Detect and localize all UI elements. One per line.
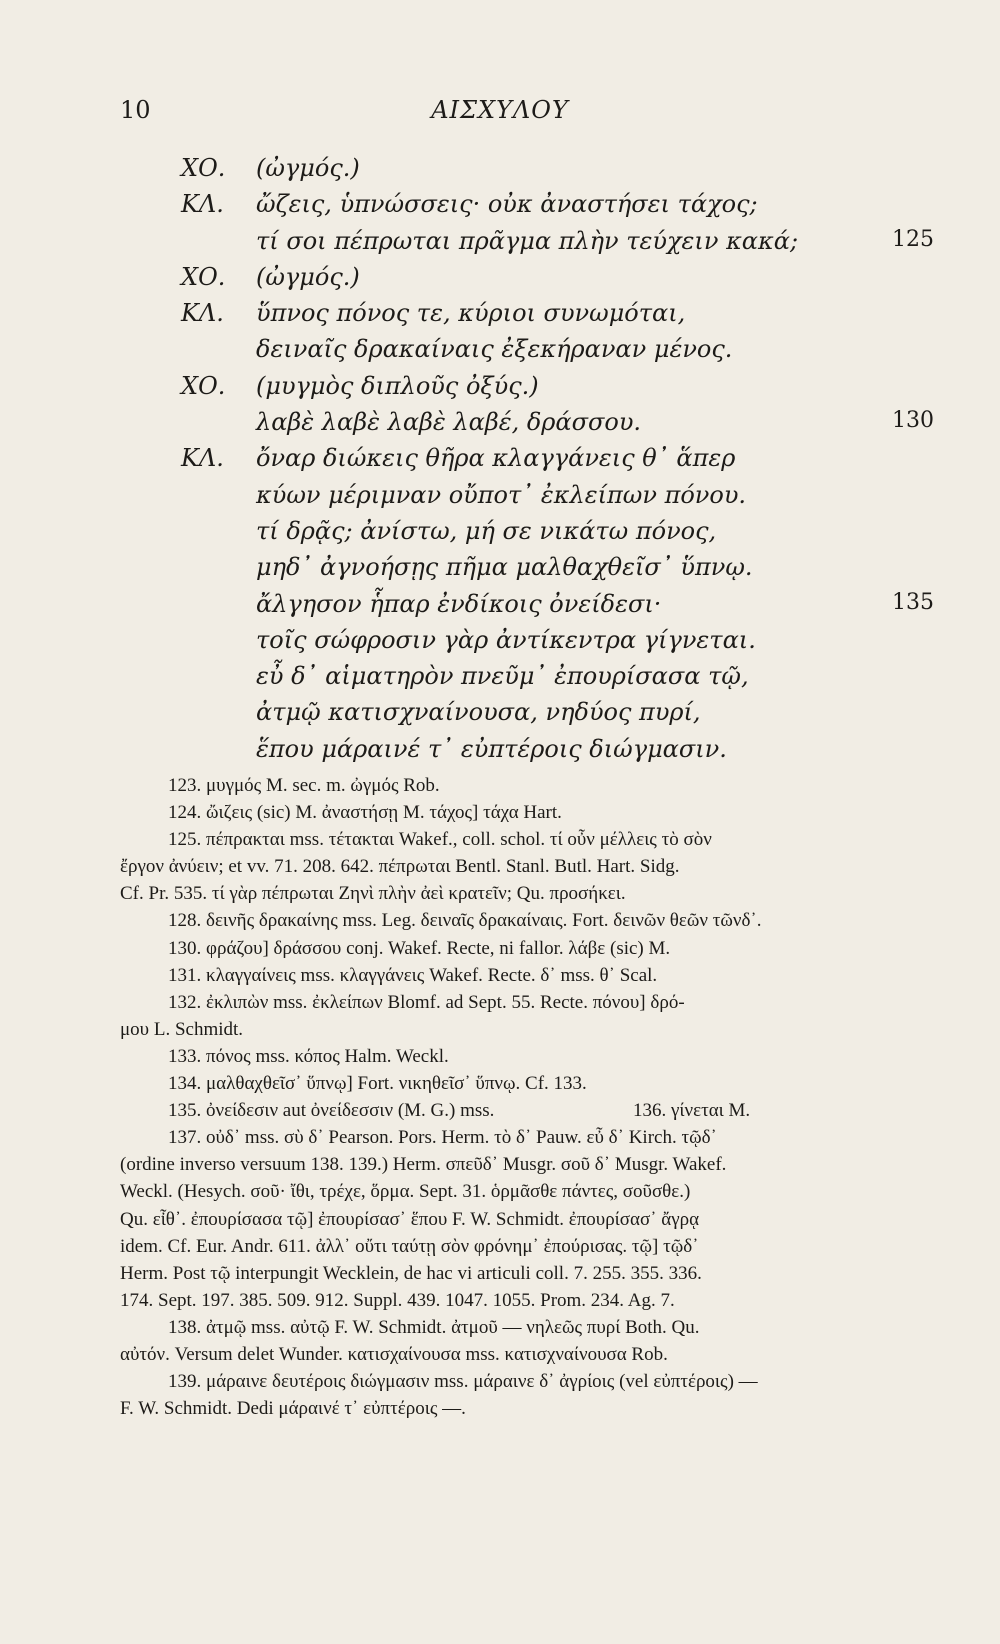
apparatus-note <box>120 883 935 910</box>
apparatus-note <box>120 1344 935 1371</box>
verse-text-line: τί δρᾷς; ἀνίστω, μή σε νικάτω πόνος, <box>256 516 717 545</box>
note-text: 134. μαλθαχθεῖσ᾽ ὕπνῳ] Fort. νικηθεῖσ᾽ ὕπνῳ. Cf. 133. <box>168 1073 587 1095</box>
note-text: (ordine inverso versuum 138. 139.) Herm. σπεῦδ᾽ Musgr. σοῦ δ᾽ Musgr. Wakef. <box>120 1154 727 1176</box>
page-number: 10 <box>120 96 151 124</box>
apparatus-note <box>120 1154 935 1181</box>
apparatus-note <box>120 802 935 829</box>
apparatus-note <box>120 1100 935 1127</box>
note-text: μου L. Schmidt. <box>120 1018 244 1040</box>
verse-text-line: ἄλγησον ἧπαρ ἐνδίκοις ὀνείδεσι· <box>256 589 662 618</box>
apparatus-note <box>120 1317 935 1344</box>
verse-line <box>0 223 1000 259</box>
note-text: 138. ἀτμῷ mss. αὐτῷ F. W. Schmidt. ἀτμοῦ — νηλεῶς πυρί Both. Qu. <box>168 1316 700 1338</box>
verse-text-line: (μυγμὸς διπλοῦς ὀξύς.) <box>256 371 539 400</box>
verse-line <box>0 731 1000 767</box>
note-text: Qu. εἶθ᾽. ἐπουρίσασα τῷ] ἐπουρίσασ᾽ ἕπου F. W. Schmidt. ἐπουρίσασ᾽ ἄγρᾳ <box>120 1208 700 1230</box>
apparatus-note <box>120 1046 935 1073</box>
verse-line <box>0 186 1000 222</box>
verse-line <box>0 295 1000 331</box>
speaker-label: ΚΛ. <box>181 190 224 219</box>
apparatus-note <box>120 1236 935 1263</box>
apparatus-note <box>120 1019 935 1046</box>
note-text-col2: 136. γίνεται M. <box>633 1100 751 1122</box>
verse-text-line: εὖ δ᾽ αἱματηρὸν πνεῦμ᾽ ἐπουρίσασα τῷ, <box>256 662 749 691</box>
critical-apparatus <box>120 775 935 1425</box>
verse-text-line: ἀτμῷ κατισχναίνουσα, νηδύος πυρί, <box>256 698 701 727</box>
note-text: 137. οὐδ᾽ mss. σὺ δ᾽ Pearson. Pors. Herm. τὸ δ᾽ Pauw. εὖ δ᾽ Kirch. τῷδ᾽ <box>168 1127 717 1149</box>
note-text: Weckl. (Hesych. σοῦ· ἴθι, τρέχε, ὅρμα. Sept. 31. ὁρμᾶσθε πάντες, σοῦσθε.) <box>120 1181 691 1203</box>
verse-text-line: ὕπνος πόνος τε, κύριοι συνωμόται, <box>256 299 686 328</box>
apparatus-note <box>120 1371 935 1398</box>
verse-text <box>0 150 1000 767</box>
verse-line <box>0 549 1000 585</box>
speaker-label: ΧΟ. <box>181 371 226 400</box>
note-text: 135. ὀνείδεσιν aut ὀνείδεσσιν (M. G.) mss. <box>168 1100 495 1122</box>
verse-text-line: (ὠγμός.) <box>256 262 360 291</box>
note-text: ἔργον ἀνύειν; et vv. 71. 208. 642. πέπρωται Bentl. Stanl. Butl. Hart. Sidg. <box>120 856 680 878</box>
note-text: 123. μυγμός M. sec. m. ὠγμός Rob. <box>168 775 440 796</box>
verse-line <box>0 477 1000 513</box>
apparatus-note <box>120 1398 935 1425</box>
verse-text-line: κύων μέριμναν οὔποτ᾽ ἐκλείπων πόνου. <box>256 480 747 509</box>
apparatus-note <box>120 1290 935 1317</box>
apparatus-note <box>120 775 935 802</box>
verse-line <box>0 513 1000 549</box>
line-number: 125 <box>892 226 934 252</box>
line-number: 135 <box>892 589 934 615</box>
apparatus-note <box>120 992 935 1019</box>
apparatus-note <box>120 1263 935 1290</box>
verse-text-line: ὤζεις, ὑπνώσσεις· οὐκ ἀναστήσει τάχος; <box>256 190 758 219</box>
apparatus-note <box>120 938 935 965</box>
page-header <box>0 96 1000 136</box>
note-text: 132. ἐκλιπὼν mss. ἐκλείπων Blomf. ad Sept. 55. Recte. πόνου] δρό- <box>168 991 685 1013</box>
verse-line <box>0 694 1000 730</box>
verse-line <box>0 622 1000 658</box>
note-text: Cf. Pr. 535. τί γὰρ πέπρωται Ζηνὶ πλὴν ἀεὶ κρατεῖν; Qu. προσήκει. <box>120 883 626 905</box>
speaker-label: ΧΟ. <box>181 262 226 291</box>
apparatus-note <box>120 1073 935 1100</box>
verse-line <box>0 658 1000 694</box>
note-text: 124. ὤιζεις (sic) M. ἀναστήσῃ M. τάχος] τάχα Hart. <box>168 802 562 824</box>
note-text: 174. Sept. 197. 385. 509. 912. Suppl. 439. 1047. 1055. Prom. 234. Ag. 7. <box>120 1289 675 1311</box>
speaker-label: ΧΟ. <box>181 154 226 182</box>
speaker-label: ΚΛ. <box>181 299 224 328</box>
note-text: 125. πέπρακται mss. τέτακται Wakef., coll. schol. τί οὖν μέλλεις τὸ σὸν <box>168 829 712 851</box>
apparatus-note <box>120 1209 935 1236</box>
verse-line <box>0 368 1000 404</box>
note-text: 133. πόνος mss. κόπος Halm. Weckl. <box>168 1045 449 1067</box>
note-text: idem. Cf. Eur. Andr. 611. ἀλλ᾽ οὔτι ταύτῃ σὸν φρόνημ᾽ ἐπούρισας. τῷ] τῷδ᾽ <box>120 1235 699 1257</box>
note-text: Herm. Post τῷ interpungit Wecklein, de hac vi articuli coll. 7. 255. 355. 336. <box>120 1262 702 1284</box>
line-number: 130 <box>892 408 934 434</box>
note-text: 139. μάραινε δευτέροις διώγμασιν mss. μάραινε δ᾽ ἀγρίοις (vel εὐπτέροις) — <box>168 1371 758 1393</box>
apparatus-note <box>120 1181 935 1208</box>
verse-line <box>0 259 1000 295</box>
apparatus-note <box>120 1127 935 1154</box>
verse-line <box>0 404 1000 440</box>
apparatus-note <box>120 856 935 883</box>
verse-text-line: μηδ᾽ ἀγνοήσῃς πῆμα μαλθαχθεῖσ᾽ ὕπνῳ. <box>256 553 753 582</box>
verse-line <box>0 150 1000 186</box>
apparatus-note <box>120 965 935 992</box>
verse-text-line: ὄναρ διώκεις θῆρα κλαγγάνεις θ᾽ ἅπερ <box>256 444 736 473</box>
verse-line <box>0 440 1000 476</box>
verse-text-line: (ὠγμός.) <box>256 154 360 182</box>
verse-text-line: λαβὲ λαβὲ λαβὲ λαβέ, δράσσου. <box>256 408 642 437</box>
note-text: αὐτόν. Versum delet Wunder. κατισχαίνουσα mss. κατισχναίνουσα Rob. <box>120 1343 668 1365</box>
note-text: 128. δεινῆς δρακαίνης mss. Leg. δειναῖς δρακαίναις. Fort. δεινῶν θεῶν τῶνδ᾽. <box>168 910 762 932</box>
verse-line <box>0 586 1000 622</box>
apparatus-note <box>120 829 935 856</box>
note-text: 130. φράζου] δράσσου conj. Wakef. Recte, ni fallor. λάβε (sic) M. <box>168 937 671 959</box>
apparatus-note <box>120 910 935 937</box>
note-text: F. W. Schmidt. Dedi μάραινέ τ᾽ εὐπτέροις —. <box>120 1398 466 1420</box>
speaker-label: ΚΛ. <box>181 444 224 473</box>
note-text: 131. κλαγγαίνεις mss. κλαγγάνεις Wakef. Recte. δ᾽ mss. θ᾽ Scal. <box>168 964 658 986</box>
running-title: ΑΙΣΧΥΛΟΥ <box>431 96 569 124</box>
verse-text-line: τί σοι πέπρωται πρᾶγμα πλὴν τεύχειν κακά; <box>256 226 799 255</box>
verse-text-line: δειναῖς δρακαίναις ἐξεκήραναν μένος. <box>256 335 733 364</box>
verse-text-line: ἕπου μάραινέ τ᾽ εὐπτέροις διώγμασιν. <box>256 734 727 763</box>
verse-text-line: τοῖς σώφροσιν γὰρ ἀντίκεντρα γίγνεται. <box>256 625 756 654</box>
verse-line <box>0 331 1000 367</box>
